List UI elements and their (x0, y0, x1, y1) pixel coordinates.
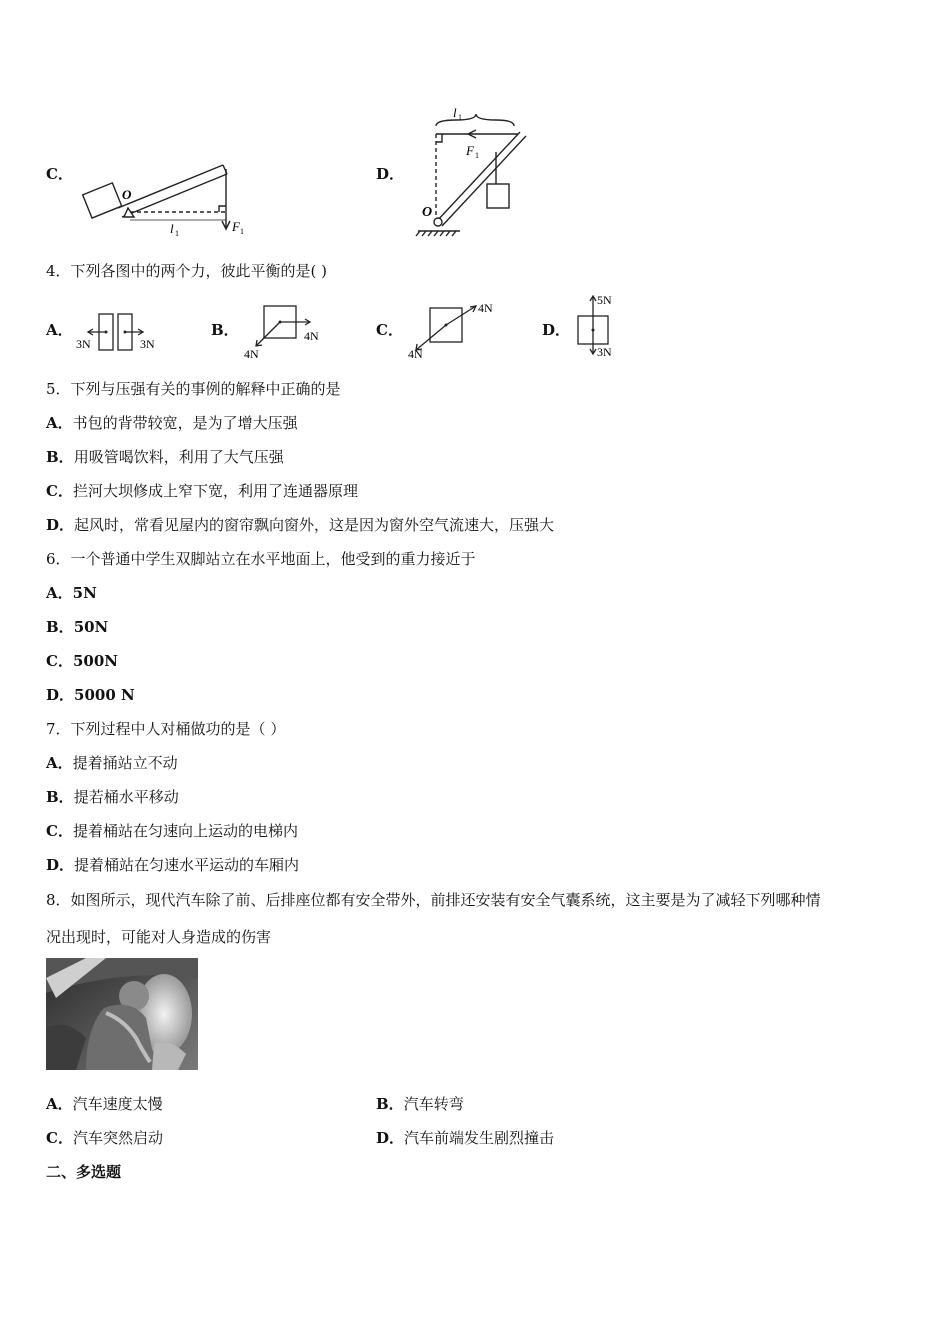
arm-l1-label: l (170, 221, 174, 236)
q6-option-d: D．5000 N (46, 686, 135, 704)
force-label: 4N (244, 347, 259, 361)
q8-option-a: A．汽车速度太慢 (46, 1095, 163, 1113)
pivot-o-label: O (122, 187, 132, 202)
force-label: 3N (597, 345, 612, 359)
q6-option-a: A．5N (46, 584, 97, 602)
q4-figure-c (404, 296, 504, 364)
q3-option-c-label: C． (46, 165, 73, 183)
q5-option-d: D．起风时，常看见屋内的窗帘飘向窗外，这是因为窗外空气流速大，压强大 (46, 516, 555, 534)
q7-option-b: B．提若桶水平移动 (46, 788, 179, 806)
arm-l1-label: l (453, 105, 457, 120)
force-f1-label: F (466, 143, 474, 158)
force-f1-label: F (232, 219, 240, 234)
lever-d (416, 114, 526, 236)
force-label: 3N (140, 337, 155, 351)
q4-figure-d (572, 292, 632, 362)
q7-option-a: A．提着捅站立不动 (46, 754, 178, 772)
q6-stem: 6．一个普通中学生双脚站立在水平地面上，他受到的重力接近于 (46, 550, 476, 568)
q6-option-b: B．50N (46, 618, 109, 636)
force-label: 4N (408, 347, 423, 361)
q8-option-b: B．汽车转弯 (376, 1095, 464, 1113)
q7-option-c: C．提着桶站在匀速向上运动的电梯内 (46, 822, 298, 840)
q5-option-a: A．书包的背带较宽，是为了增大压强 (46, 414, 298, 432)
q3-figure-d (408, 104, 538, 242)
svg-text:1: 1 (240, 227, 244, 236)
force-label: 5N (597, 293, 612, 307)
lever-c (83, 165, 230, 229)
q4-option-d-label: D． (542, 321, 571, 339)
q4-figure-a (72, 308, 162, 356)
force-label: 3N (76, 337, 91, 351)
q6-option-c: C．500N (46, 652, 118, 670)
q7-stem: 7．下列过程中人对桶做功的是（ ） (46, 720, 286, 738)
svg-text:1: 1 (475, 151, 479, 160)
pivot-o-label: O (422, 205, 433, 220)
q4-figure-b (240, 296, 330, 364)
svg-text:1: 1 (458, 113, 462, 122)
q4-option-a-label: A． (46, 321, 73, 339)
airbag-photo (46, 958, 198, 1070)
q3-option-d-label: D． (376, 165, 405, 183)
q5-stem: 5．下列与压强有关的事例的解释中正确的是 (46, 380, 341, 398)
q8-stem-line1: 8．如图所示，现代汽车除了前、后排座位都有安全带外，前排还安装有安全气囊系统，这主要是为了减轻下列哪种情 (46, 891, 821, 909)
force-label: 4N (304, 329, 319, 343)
q8-option-c: C．汽车突然启动 (46, 1129, 163, 1147)
q3-figure-c (78, 155, 258, 240)
q4-option-c-label: C． (376, 321, 403, 339)
svg-text:1: 1 (175, 229, 179, 238)
q8-stem-line2: 况出现时，可能对人身造成的伤害 (46, 928, 272, 946)
q4-option-b-label: B． (211, 321, 239, 339)
q5-option-b: B．用吸管喝饮料，利用了大气压强 (46, 448, 284, 466)
q8-option-d: D．汽车前端发生剧烈撞击 (376, 1129, 555, 1147)
q4-stem: 4．下列各图中的两个力，彼此平衡的是( ) (46, 262, 328, 280)
q7-option-d: D．提着桶站在匀速水平运动的车厢内 (46, 856, 300, 874)
force-label: 4N (478, 301, 493, 315)
section-title: 二、多选题 (46, 1163, 122, 1181)
q5-option-c: C．拦河大坝修成上窄下宽，利用了连通器原理 (46, 482, 358, 500)
